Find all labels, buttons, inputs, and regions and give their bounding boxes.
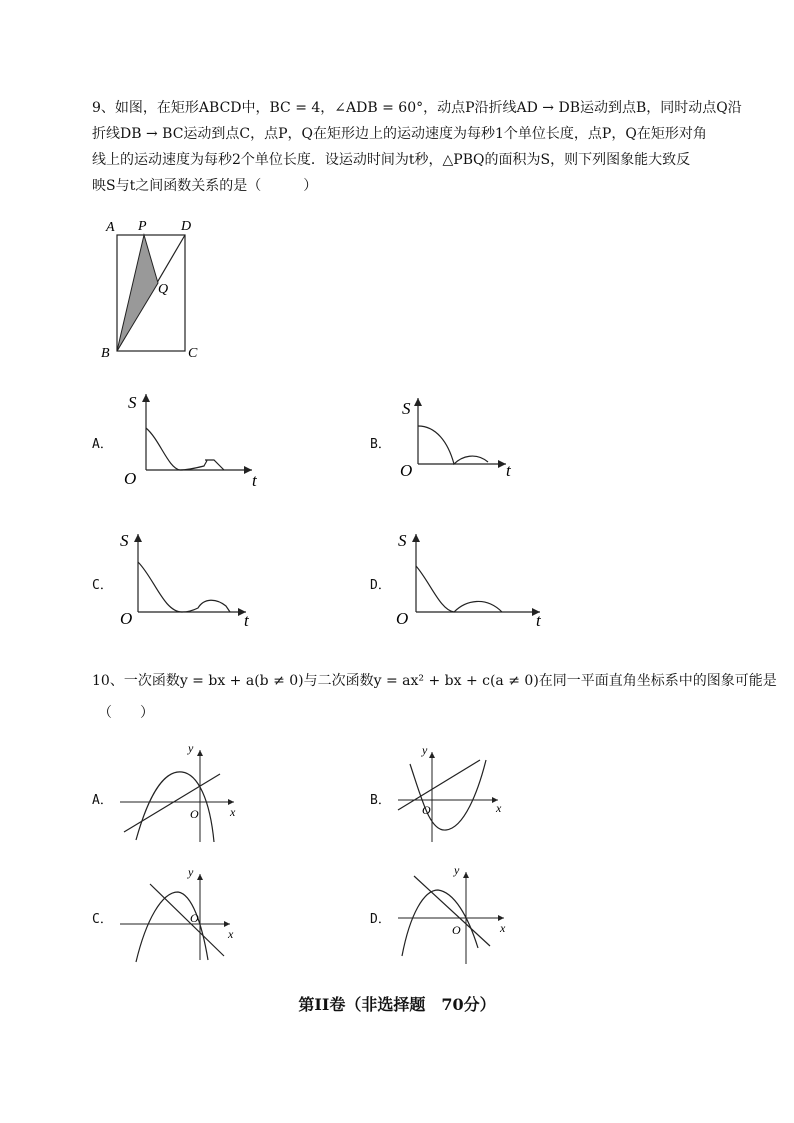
q9-option-c-label: C．	[92, 578, 113, 593]
q9-d-x-label: t	[536, 611, 541, 630]
q9-b-x-label: t	[506, 461, 511, 480]
q10-d-y-label: y	[454, 863, 460, 877]
q9-a-origin: O	[124, 469, 137, 488]
q10-a-origin: O	[190, 807, 199, 821]
q10-option-c-label: C．	[92, 912, 113, 927]
q9-option-a-label: A．	[92, 437, 113, 452]
q10-option-c-graph	[116, 860, 246, 970]
label-p: P	[138, 219, 147, 234]
q9-option-b-graph	[396, 390, 546, 490]
q9-c-origin: O	[120, 609, 133, 628]
q10-line-2: （ ）	[98, 705, 154, 721]
q10-line-1: 10、一次函数y = bx + a(b ≠ 0)与二次函数y = ax² + bx + c(a ≠ 0)在同一平面直角坐标系中的图象可能是	[92, 673, 777, 689]
q9-a-y-label: S	[128, 393, 137, 412]
q10-a-y-label: y	[188, 741, 194, 755]
q9-option-b-label: B．	[370, 437, 391, 452]
section-title: 第II卷（非选择题 70分）	[298, 995, 496, 1014]
q10-option-a-label: A．	[92, 793, 113, 808]
q10-a-x-label: x	[230, 805, 236, 819]
q10-c-origin: O	[190, 911, 199, 925]
q10-option-b-label: B．	[370, 793, 391, 808]
q10-b-x-label: x	[496, 801, 502, 815]
q9-option-d-label: D．	[370, 578, 391, 593]
q9-line-2: 折线DB → BC运动到点C，点P，Q在矩形边上的运动速度为每秒1个单位长度，点P，Q在矩形对角	[92, 126, 707, 142]
q10-option-a-graph	[116, 740, 246, 850]
q9-c-x-label: t	[244, 611, 249, 630]
q9-line-4: 映S与t之间函数关系的是（ ）	[92, 178, 318, 194]
label-q: Q	[158, 282, 169, 297]
q10-d-x-label: x	[500, 921, 506, 935]
q10-option-b-graph	[394, 740, 524, 850]
q9-line-1: 9、如图，在矩形ABCD中，BC = 4，∠ADB = 60°，动点P沿折线AD → DB运动到点B，同时动点Q沿	[92, 100, 742, 116]
q10-b-origin: O	[422, 803, 431, 817]
q10-option-d-graph	[394, 860, 534, 970]
q9-rectangle-figure	[100, 215, 210, 365]
q9-option-c-graph	[116, 528, 266, 628]
q9-line-3: 线上的运动速度为每秒2个单位长度．设运动时间为t秒，△PBQ的面积为S，则下列图象能大致反	[92, 152, 691, 168]
q9-d-y-label: S	[398, 531, 407, 550]
q10-b-y-label: y	[422, 743, 428, 757]
q10-c-y-label: y	[188, 865, 194, 879]
q10-c-x-label: x	[228, 927, 234, 941]
q9-a-x-label: t	[252, 471, 257, 490]
q10-option-d-label: D．	[370, 912, 391, 927]
q9-option-d-graph	[394, 528, 554, 628]
q9-option-a-graph	[120, 390, 270, 490]
q9-d-origin: O	[396, 609, 409, 628]
label-a: A	[106, 220, 115, 235]
label-c: C	[188, 346, 198, 361]
q9-b-y-label: S	[402, 399, 411, 418]
label-b: B	[101, 346, 110, 361]
q10-d-origin: O	[452, 923, 461, 937]
q9-c-y-label: S	[120, 531, 129, 550]
label-d: D	[181, 219, 192, 234]
q9-b-origin: O	[400, 461, 413, 480]
